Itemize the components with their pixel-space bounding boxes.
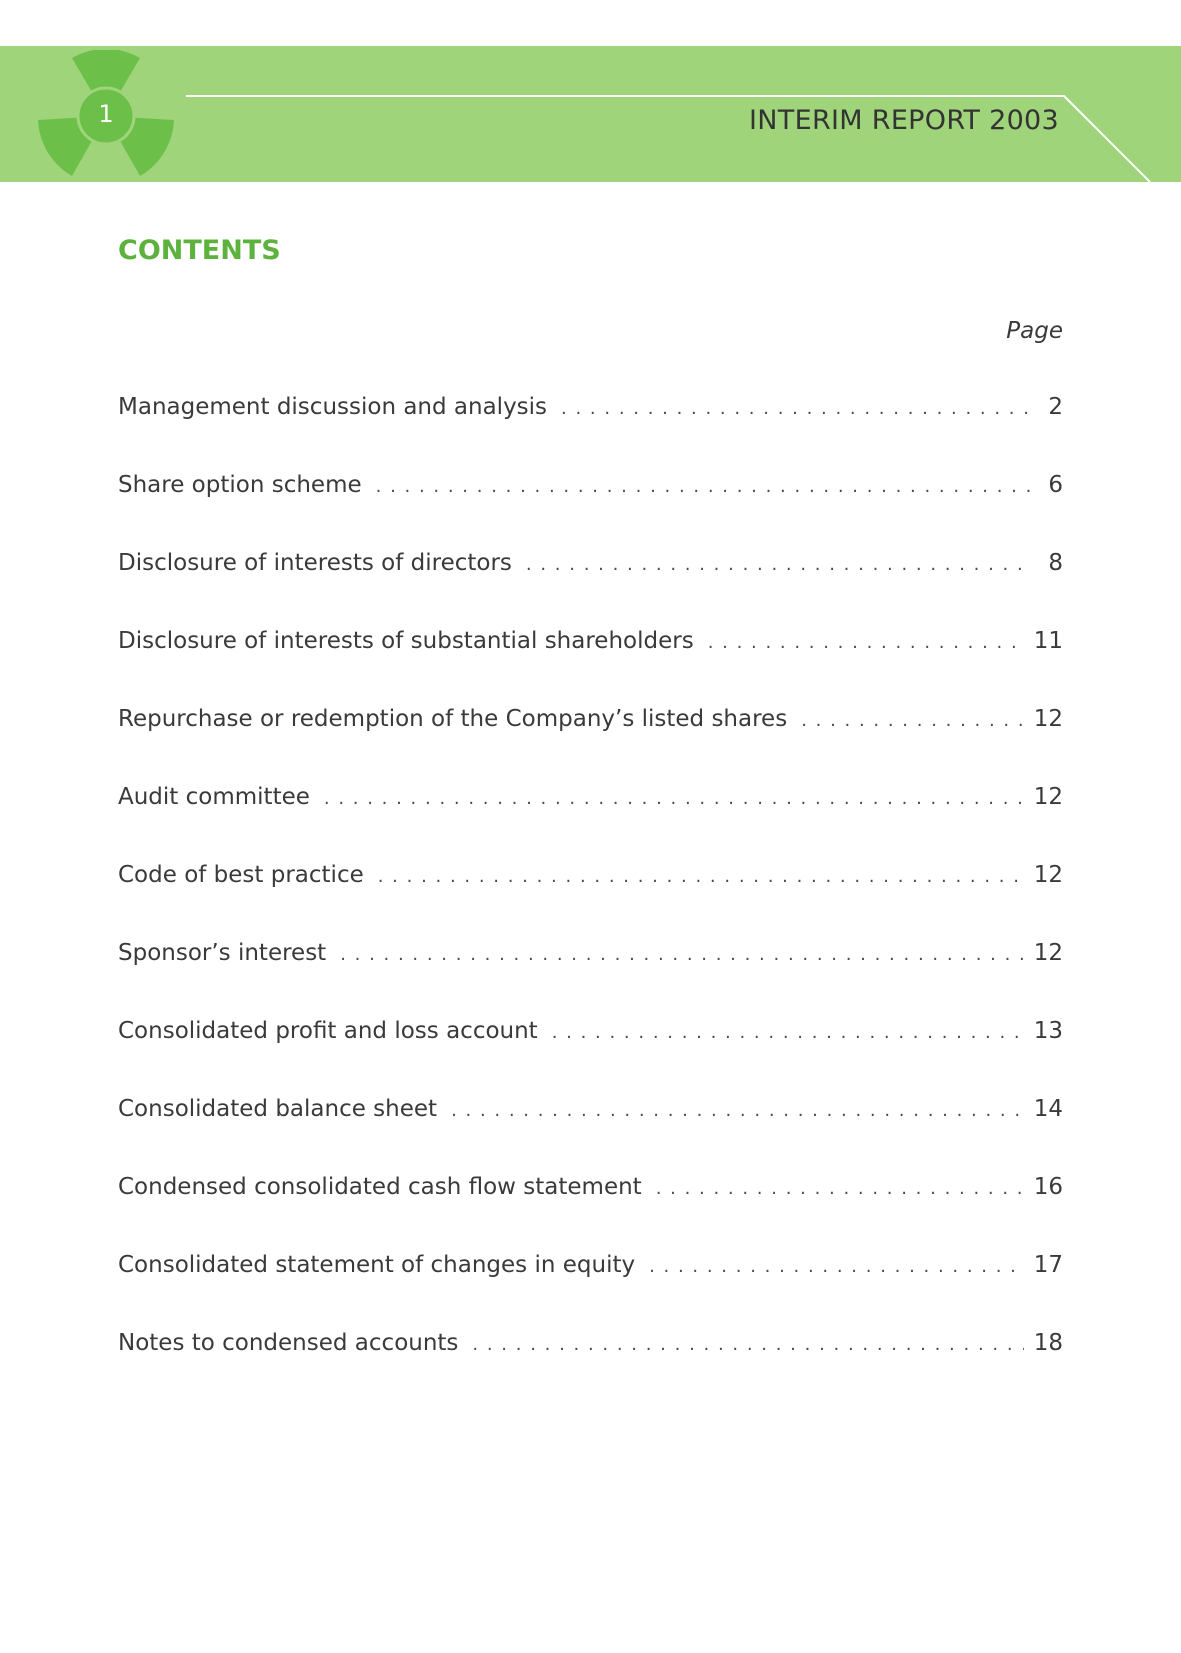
toc-item-page: 8 [1048, 550, 1063, 576]
toc-dot-leader [656, 1174, 1024, 1204]
toc-item[interactable] [118, 860, 1063, 938]
toc-dot-leader [340, 940, 1024, 970]
toc-item-title: Repurchase or redemption of the Company’s listed shares [118, 706, 788, 732]
toc-item-page: 12 [1033, 706, 1063, 732]
toc-item-title: Management discussion and analysis [118, 394, 548, 420]
toc-item-page: 14 [1033, 1096, 1063, 1122]
toc-item-page: 12 [1033, 862, 1063, 888]
toc-dot-leader [552, 1018, 1024, 1048]
contents-heading: CONTENTS [118, 235, 281, 266]
toc-item[interactable] [118, 1094, 1063, 1172]
toc-item-title: Share option scheme [118, 472, 362, 498]
toc-item[interactable] [118, 704, 1063, 782]
toc-dot-leader [526, 550, 1031, 580]
toc-item[interactable] [118, 392, 1063, 470]
toc-item[interactable] [118, 782, 1063, 860]
toc-item-page: 16 [1033, 1174, 1063, 1200]
toc-item-title: Audit committee [118, 784, 310, 810]
toc-dot-leader [324, 784, 1024, 814]
toc-dot-leader [378, 862, 1024, 892]
toc-item[interactable] [118, 1172, 1063, 1250]
toc-item-page: 12 [1033, 940, 1063, 966]
toc-dot-leader [451, 1096, 1024, 1126]
toc-item-title: Disclosure of interests of directors [118, 550, 512, 576]
toc-item-page: 2 [1048, 394, 1063, 420]
toc-dot-leader [649, 1252, 1024, 1282]
toc-item[interactable] [118, 470, 1063, 548]
toc-dot-leader [561, 394, 1031, 424]
toc-item[interactable] [118, 1016, 1063, 1094]
toc-dot-leader [708, 628, 1024, 658]
toc-item-page: 18 [1033, 1330, 1063, 1356]
toc-item[interactable] [118, 626, 1063, 704]
toc-item-page: 12 [1033, 784, 1063, 810]
toc-item[interactable] [118, 1328, 1063, 1406]
toc-item-title: Condensed consolidated cash flow statement [118, 1174, 642, 1200]
toc-item[interactable] [118, 1250, 1063, 1328]
toc-dot-leader [801, 706, 1024, 736]
toc-item-page: 13 [1033, 1018, 1063, 1044]
report-title: INTERIM REPORT 2003 [749, 105, 1059, 136]
page-column-label: Page [1006, 318, 1063, 344]
toc-item-page: 11 [1033, 628, 1063, 654]
toc-item-page: 17 [1033, 1252, 1063, 1278]
toc-dot-leader [376, 472, 1031, 502]
page-number: 1 [98, 100, 114, 128]
toc-item[interactable] [118, 938, 1063, 1016]
toc-item-title: Consolidated profit and loss account [118, 1018, 538, 1044]
toc-item-title: Notes to condensed accounts [118, 1330, 459, 1356]
toc-item-title: Disclosure of interests of substantial shareholders [118, 628, 694, 654]
toc-item-title: Consolidated statement of changes in equity [118, 1252, 636, 1278]
toc-item-page: 6 [1048, 472, 1063, 498]
toc-item-title: Consolidated balance sheet [118, 1096, 438, 1122]
toc-item-title: Code of best practice [118, 862, 364, 888]
toc-dot-leader [472, 1330, 1023, 1360]
toc-item[interactable] [118, 548, 1063, 626]
toc-item-title: Sponsor’s interest [118, 940, 327, 966]
table-of-contents [118, 392, 1063, 1406]
